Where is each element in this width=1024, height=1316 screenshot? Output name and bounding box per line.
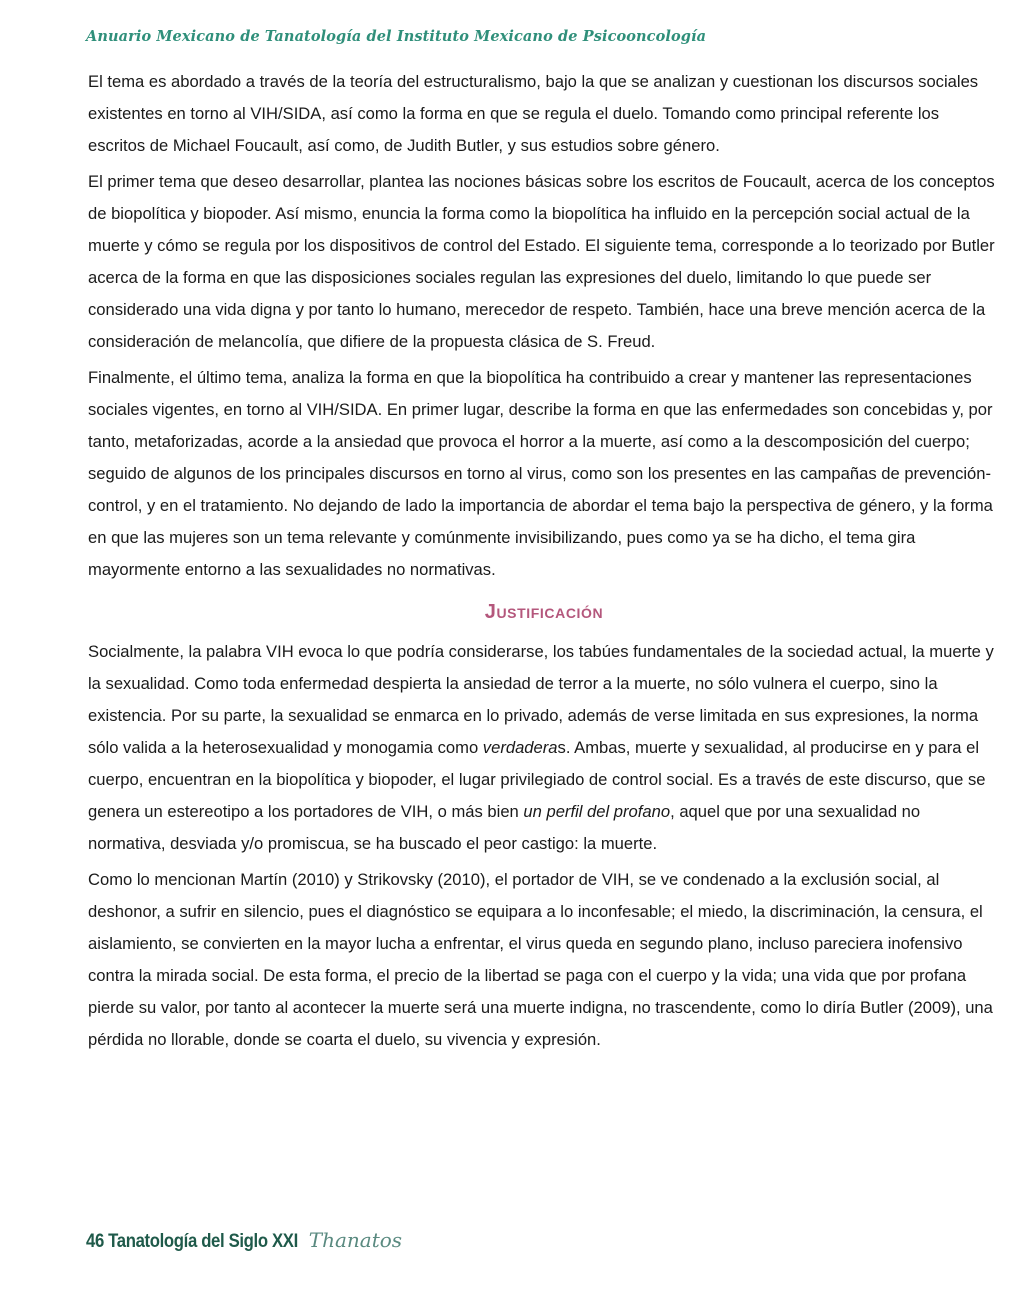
- footer-page-label: 46 Tanatología del Siglo XXI: [86, 1231, 298, 1252]
- paragraph-justificacion-1: [88, 636, 1000, 860]
- italic-text: verdadera: [482, 738, 558, 757]
- paragraph-intro-3: Finalmente, el último tema, analiza la forma en que la biopolítica ha contribuido a crear y mantener las representaciones sociales vigentes, en torno al VIH/SIDA. En primer lugar, describe la forma en que las enfermedades son concebidas y, por tanto, metaforizadas, acorde a la ansiedad que provoca el horror a la muerte, así como a la descomposición del cuerpo; seguido de algunos de los principales discursos en torno al virus, como son los presentes en las campañas de prevención-control, y en el tratamiento. No dejando de lado la importancia de abordar el tema bajo la perspectiva de género, y la forma en que las mujeres son un tema relevante y comúnmente invisibilizando, pues como ya se ha dicho, el tema gira mayormente entorno a las sexualidades no normativas.: [88, 368, 993, 579]
- page-footer: [86, 1228, 402, 1253]
- italic-text: un perfil del profano: [523, 802, 671, 821]
- footer-logo-text: Thanatos: [308, 1228, 403, 1252]
- paragraph-justificacion-2: Como lo mencionan Martín (2010) y Strikovsky (2010), el portador de VIH, se ve condenado a la exclusión social, al deshonor, a sufrir en silencio, pues el diagnóstico se equipara a lo inconfesable; el miedo, la discriminación, la censura, el aislamiento, se convierten en la mayor lucha a enfrentar, el virus queda en segundo plano, incluso pareciera inofensivo contra la mirada social. De esta forma, el precio de la libertad se paga con el cuerpo y la vida; una vida que por profana pierde su valor, por tanto al acontecer la muerte será una muerte indigna, no trascendente, como lo diría Butler (2009), una pérdida no llorable, donde se coarta el duelo, su vivencia y expresión.: [88, 870, 993, 1049]
- text-run: Socialmente, la palabra VIH evoca lo que podría considerarse, los tabúes fundamentales de la sociedad actual, la muerte y la sexualidad. Como toda enfermedad despierta la ansiedad de terror a la muerte, no sólo vulnera el cuerpo, sino la existencia. Por su parte, la sexualidad se enmarca en lo privado, además de verse limitada en sus expresiones, la norma sólo valida a la heterosexualidad y monogamia como: [88, 642, 994, 757]
- text-run: s. Ambas, muerte y sexualidad, al producirse en y para el cuerpo, encuentran en la biopolítica y biopoder, el lugar privilegiado de control social. Es a través de este discurso, que se genera un estereotipo a los portadores de VIH, o más bien: [88, 738, 986, 821]
- running-header: Anuario Mexicano de Tanatología del Instituto Mexicano de Psicooncología: [86, 28, 707, 45]
- paragraph-intro-1: El tema es abordado a través de la teoría del estructuralismo, bajo la que se analizan y cuestionan los discursos sociales existentes en torno al VIH/SIDA, así como la forma en que se regula el duelo. Tomando como principal referente los escritos de Michael Foucault, así como, de Judith Butler, y sus estudios sobre género.: [88, 72, 979, 155]
- paragraph-intro-2: El primer tema que deseo desarrollar, plantea las nociones básicas sobre los escritos de Foucault, acerca de los conceptos de biopolítica y biopoder. Así mismo, enuncia la forma como la biopolítica ha influido en la percepción social actual de la muerte y cómo se regula por los dispositivos de control del Estado. El siguiente tema, corresponde a lo teorizado por Butler acerca de la forma en que las disposiciones sociales regulan las expresiones del duelo, limitando lo que puede ser considerado una vida digna y por tanto lo humano, merecedor de respeto. También, hace una breve mención acerca de la consideración de melancolía, que difiere de la propuesta clásica de S. Freud.: [88, 172, 995, 351]
- section-heading-justificacion: Justificación: [484, 601, 604, 623]
- body-text: [88, 66, 1000, 1060]
- text-run: , aquel que por una sexualidad no normativa, desviada y/o promiscua, se ha buscado el peor castigo: la muerte.: [88, 802, 921, 853]
